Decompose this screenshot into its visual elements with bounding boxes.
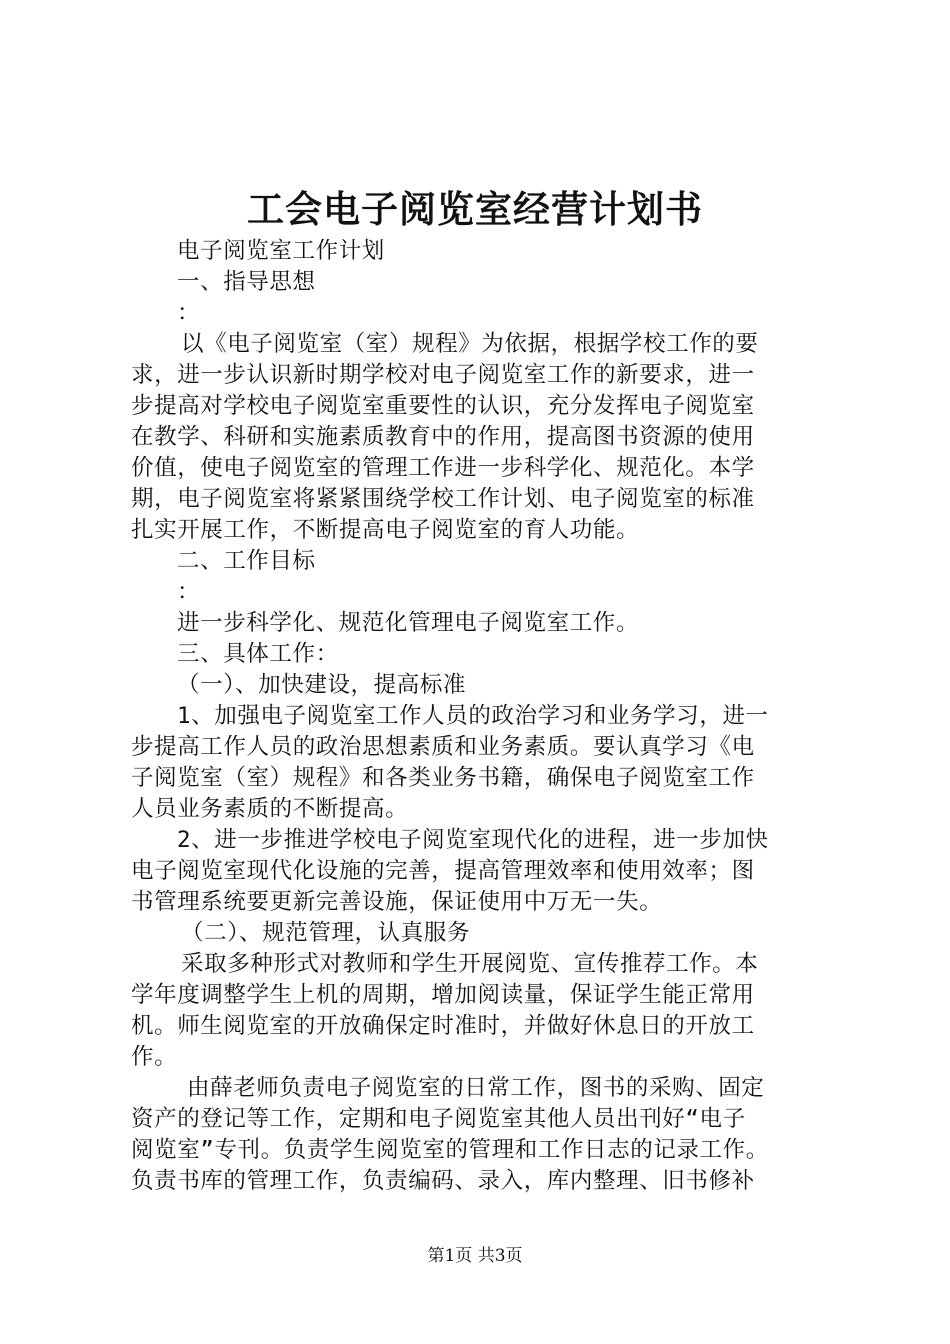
paragraph-line: 作。 bbox=[131, 1044, 178, 1070]
paragraph-line: 书管理系统要更新完善设施，保证使用中万无一失。 bbox=[131, 889, 663, 915]
paragraph-line: 步提高工作人员的政治思想素质和业务素质。要认真学习《电 bbox=[131, 734, 755, 760]
text-line: ： bbox=[177, 300, 201, 326]
paragraph-line: 机。师生阅览室的开放确保定时准时，并做好休息日的开放工 bbox=[131, 1013, 755, 1039]
paragraph-line: 扎实开展工作，不断提高电子阅览室的育人功能。 bbox=[131, 517, 640, 543]
text-line: 电子阅览室工作计划 bbox=[177, 238, 385, 264]
section-heading: 一、指导思想 bbox=[177, 269, 316, 295]
paragraph-line: 阅览室”专刊。负责学生阅览室的管理和工作日志的记录工作。 bbox=[131, 1137, 769, 1163]
paragraph-line: 价值，使电子阅览室的管理工作进一步科学化、规范化。本学 bbox=[131, 455, 755, 481]
subsection-heading: （二）、规范管理，认真服务 bbox=[181, 920, 471, 946]
paragraph-line: 采取多种形式对教师和学生开展阅览、宣传推荐工作。本 bbox=[181, 951, 759, 977]
paragraph-line: 步提高对学校电子阅览室重要性的认识，充分发挥电子阅览室 bbox=[131, 393, 755, 419]
paragraph-line: 电子阅览室现代化设施的完善，提高管理效率和使用效率；图 bbox=[131, 858, 755, 884]
paragraph-line: 2、进一步推进学校电子阅览室现代化的进程，进一步加快 bbox=[177, 827, 769, 853]
paragraph-line: 求，进一步认识新时期学校对电子阅览室工作的新要求，进一 bbox=[131, 362, 755, 388]
paragraph-line: 进一步科学化、规范化管理电子阅览室工作。 bbox=[177, 610, 640, 636]
subsection-heading: （一）、加快建设，提高标准 bbox=[177, 672, 467, 698]
section-heading: 三、具体工作： bbox=[177, 641, 339, 667]
paragraph-line: 负责书库的管理工作，负责编码、录入，库内整理、旧书修补 bbox=[131, 1168, 755, 1194]
paragraph-line: 期，电子阅览室将紧紧围绕学校工作计划、电子阅览室的标准 bbox=[131, 486, 755, 512]
paragraph-line: 以《电子阅览室（室）规程》为依据，根据学校工作的要 bbox=[181, 331, 759, 357]
paragraph-line: 1、加强电子阅览室工作人员的政治学习和业务学习，进一 bbox=[177, 703, 769, 729]
text-line: ： bbox=[177, 579, 201, 605]
paragraph-line: 人员业务素质的不断提高。 bbox=[131, 796, 409, 822]
paragraph-line: 学年度调整学生上机的周期，增加阅读量，保证学生能正常用 bbox=[131, 982, 755, 1008]
paragraph-line: 由薛老师负责电子阅览室的日常工作，图书的采购、固定 bbox=[187, 1075, 765, 1101]
paragraph-line: 子阅览室（室）规程》和各类业务书籍，确保电子阅览室工作 bbox=[131, 765, 755, 791]
paragraph-line: 资产的登记等工作，定期和电子阅览室其他人员出刊好“电子 bbox=[131, 1106, 746, 1132]
document-title: 工会电子阅览室经营计划书 bbox=[247, 187, 703, 231]
document-body bbox=[131, 236, 831, 1197]
section-heading: 二、工作目标 bbox=[177, 548, 316, 574]
paragraph-line: 在教学、科研和实施素质教育中的作用，提高图书资源的使用 bbox=[131, 424, 755, 450]
page-number: 第1页 共3页 bbox=[427, 1246, 523, 1266]
